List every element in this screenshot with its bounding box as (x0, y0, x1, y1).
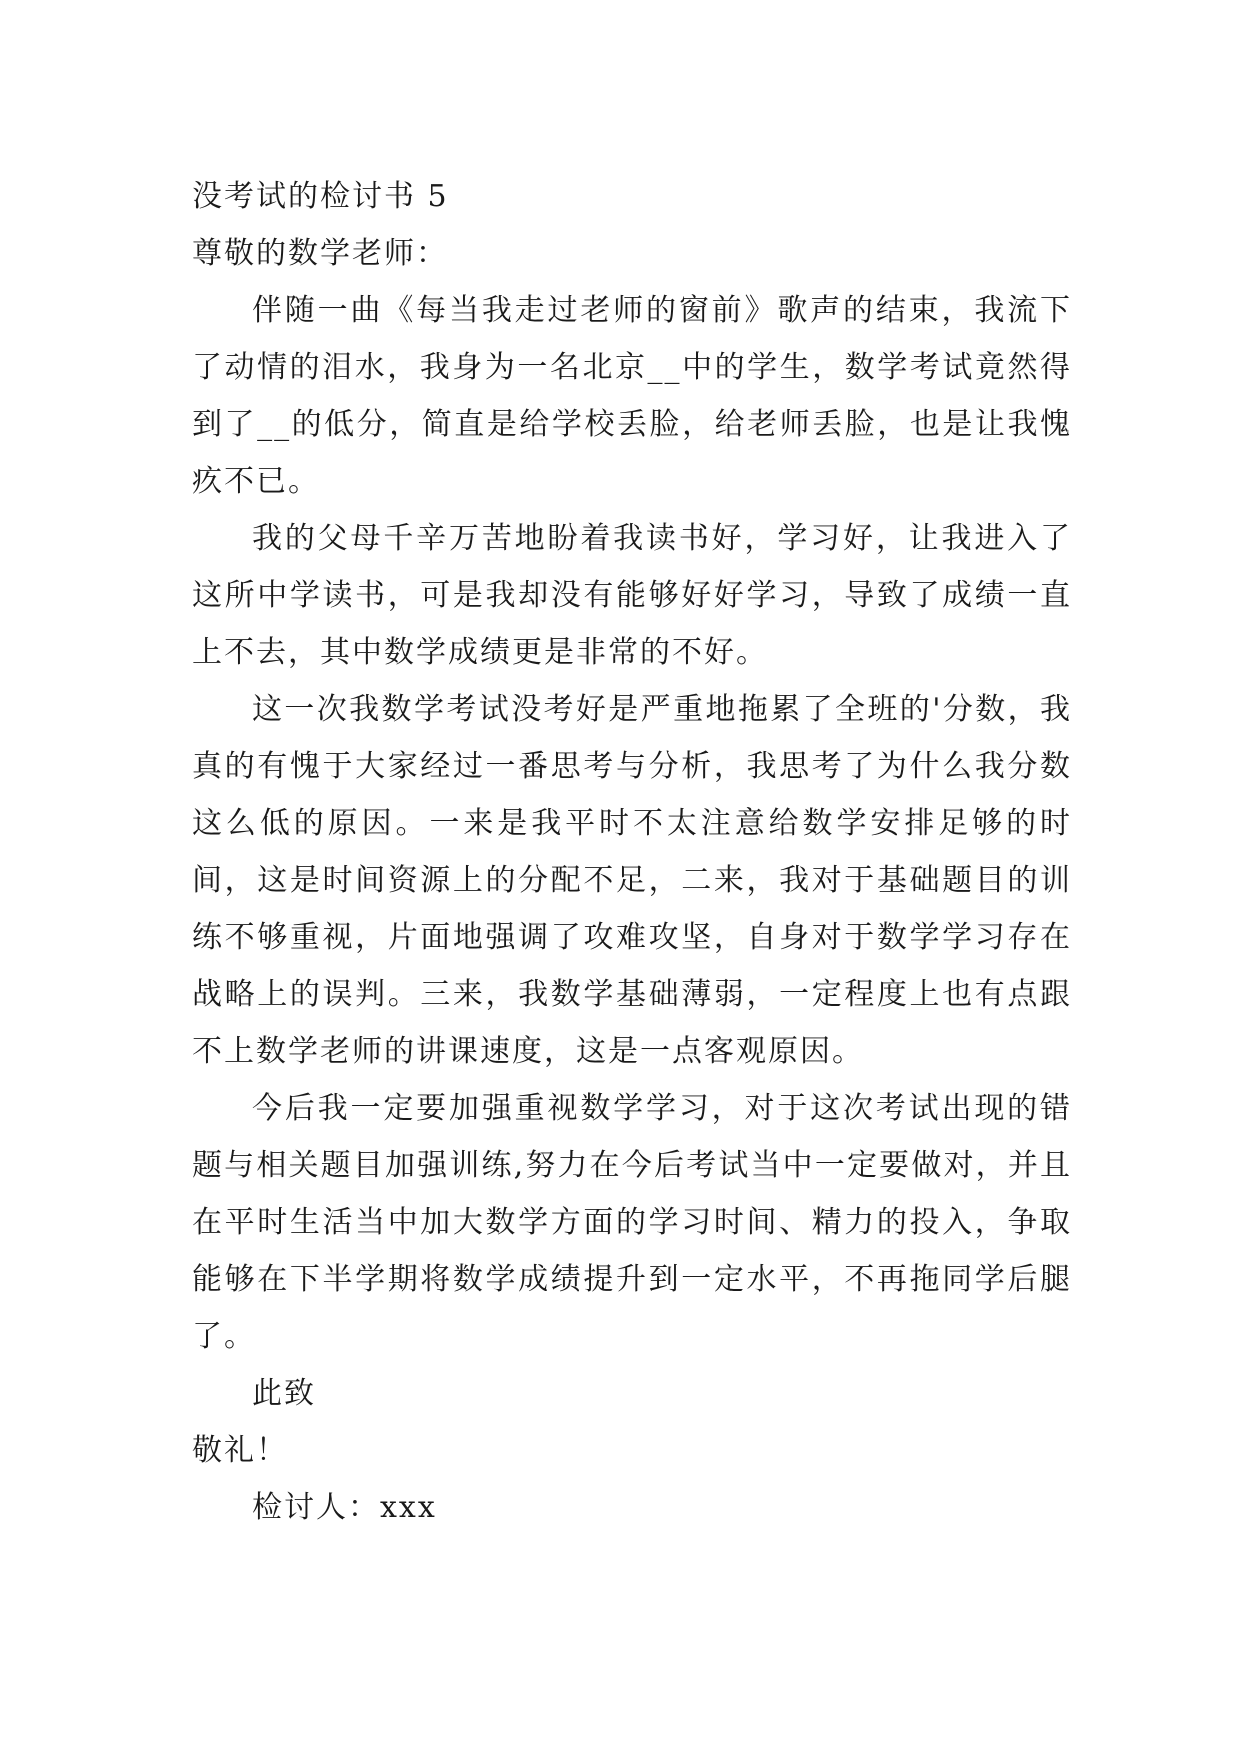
signoff-line: 敬礼！ (192, 1433, 288, 1468)
signature-line: 检讨人：xxx (252, 1490, 437, 1525)
paragraph-2: 我的父母千辛万苦地盼着我读书好，学习好，让我进入了这所中学读书，可是我却没有能够好好学习，导致了成绩一直上不去，其中数学成绩更是非常的不好。 (192, 521, 1072, 670)
paragraph-1: 伴随一曲《每当我走过老师的窗前》歌声的结束，我流下了动情的泪水，我身为一名北京__中的学生，数学考试竟然得到了__的低分，简直是给学校丢脸，给老师丢脸，也是让我愧疚不已。 (192, 293, 1072, 499)
document-page (192, 168, 1072, 1536)
salutation: 尊敬的数学老师： (192, 236, 448, 271)
closing-line: 此致 (252, 1376, 316, 1411)
paragraph-3: 这一次我数学考试没考好是严重地拖累了全班的'分数，我真的有愧于大家经过一番思考与分析，我思考了为什么我分数这么低的原因。一来是我平时不太注意给数学安排足够的时间，这是时间资源上的分配不足，二来，我对于基础题目的训练不够重视，片面地强调了攻难攻坚，自身对于数学学习存在战略上的误判。三来，我数学基础薄弱，一定程度上也有点跟不上数学老师的讲课速度，这是一点客观原因。 (192, 692, 1072, 1069)
document-title: 没考试的检讨书 5 (192, 179, 449, 214)
paragraph-4: 今后我一定要加强重视数学学习，对于这次考试出现的错题与相关题目加强训练,努力在今后考试当中一定要做对，并且在平时生活当中加大数学方面的学习时间、精力的投入，争取能够在下半学期将数学成绩提升到一定水平，不再拖同学后腿了。 (192, 1091, 1072, 1354)
